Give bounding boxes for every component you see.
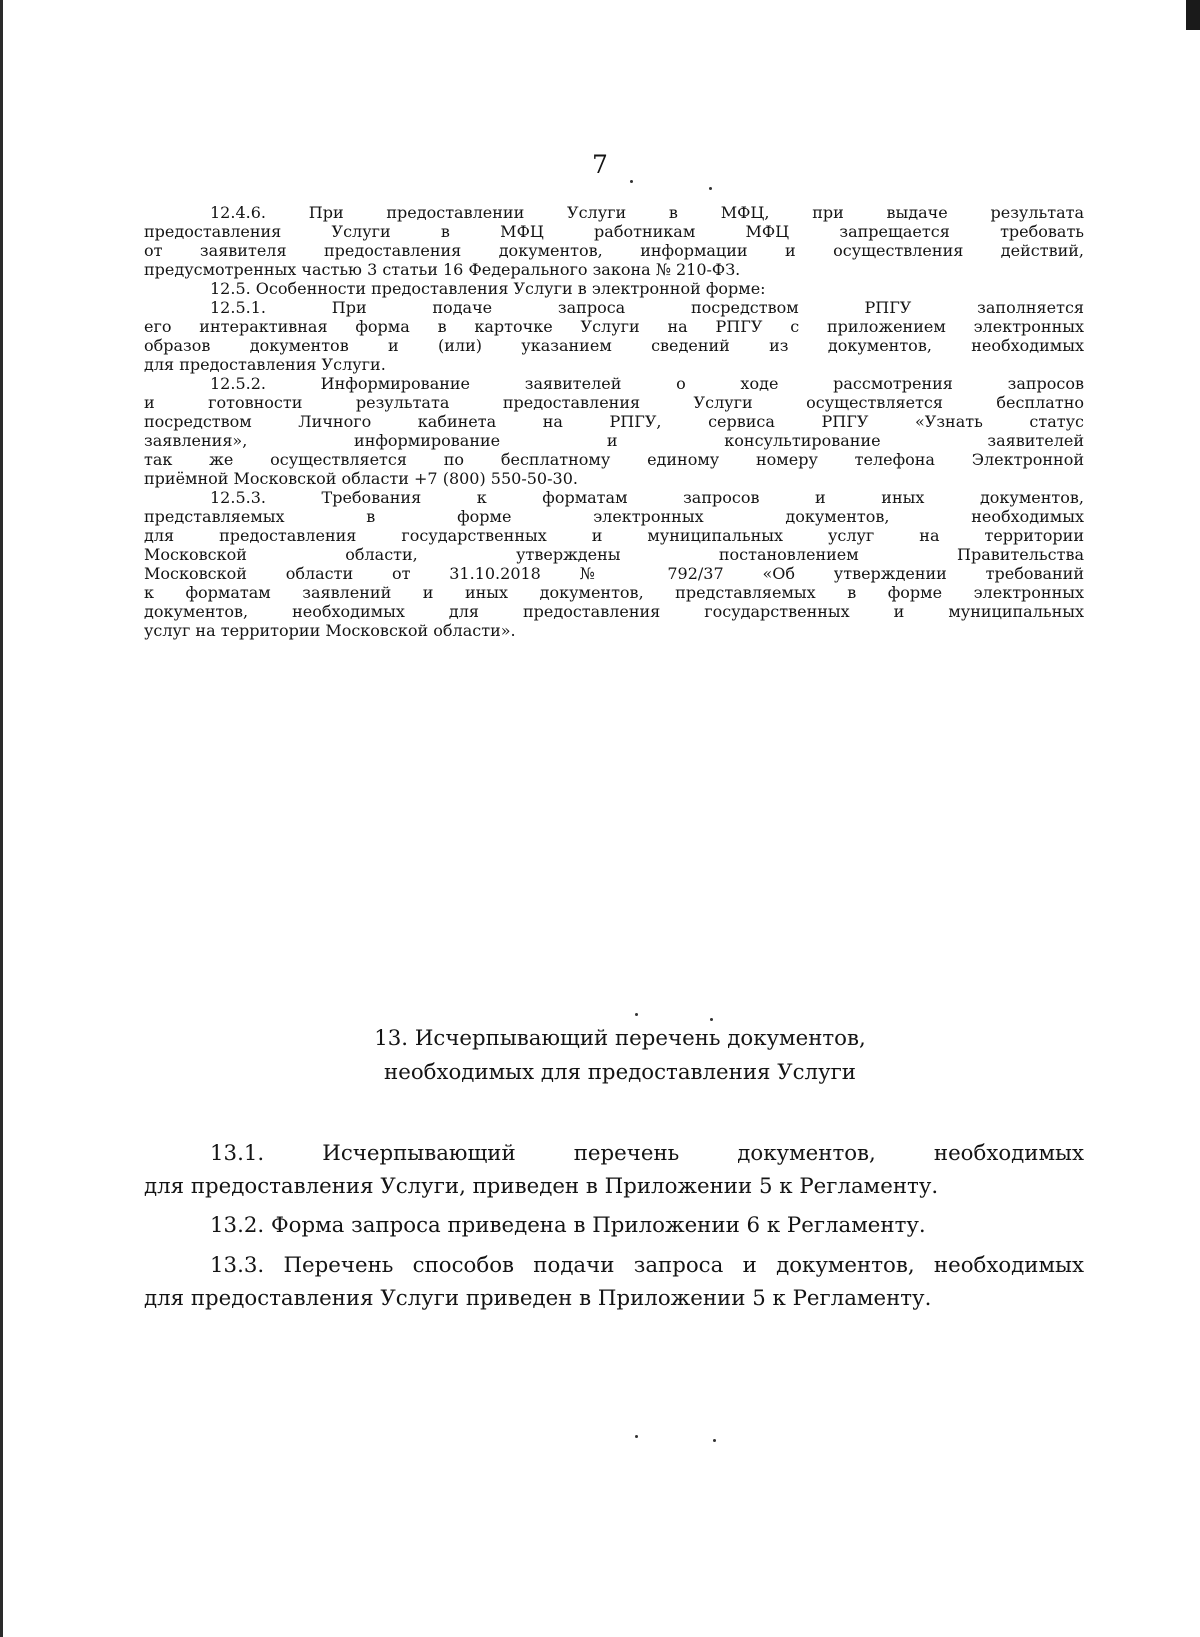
paragraph-13-2: [144, 1209, 1084, 1242]
text-line: для предоставления Услуги.: [144, 355, 386, 374]
paragraph-13-3: [144, 1249, 1084, 1315]
text-line: 12.5.3. Требования к форматам запросов и иных документов,: [210, 488, 1084, 507]
text-line: для предоставления Услуги, приведен в Приложении 5 к Регламенту.: [144, 1174, 939, 1200]
text-line: услуг на территории Московской области».: [144, 621, 516, 640]
page-number: 7: [592, 150, 608, 179]
text-line: 12.5.1. При подаче запроса посредством РПГУ заполняется: [210, 298, 1084, 317]
text-line: Московской области от 31.10.2018 № 792/37 «Об утверждении требований: [144, 564, 1084, 583]
text-line: 12.5.2. Информирование заявителей о ходе рассмотрения запросов: [210, 374, 1084, 393]
text-line: приёмной Московской области +7 (800) 550-50-30.: [144, 469, 578, 488]
text-line: посредством Личного кабинета на РПГУ, сервиса РПГУ «Узнать статус: [144, 412, 1084, 431]
scan-speck: [635, 1435, 638, 1438]
paragraph-12-4-6: [144, 203, 1084, 279]
text-line: его интерактивная форма в карточке Услуги на РПГУ с приложением электронных: [144, 317, 1084, 336]
text-line: 13.2. Форма запроса приведена в Приложении 6 к Регламенту.: [210, 1213, 926, 1239]
paragraph-12-5-1: [144, 298, 1084, 374]
scan-edge-left: [0, 0, 3, 1637]
paragraph-13-1: [144, 1137, 1084, 1203]
text-line: предусмотренных частью 3 статьи 16 Федерального закона № 210-ФЗ.: [144, 260, 741, 279]
text-line: 13.3. Перечень способов подачи запроса и документов, необходимых: [210, 1252, 1084, 1278]
scan-speck: [713, 1439, 716, 1442]
paragraph-12-5-2: [144, 374, 1084, 488]
text-line: так же осуществляется по бесплатному единому номеру телефона Электронной: [144, 450, 1084, 469]
heading-line: 13. Исчерпывающий перечень документов,: [374, 1026, 866, 1051]
scan-speck: [710, 1018, 713, 1021]
section-12-body: [144, 203, 1084, 640]
section-13-body: [144, 1137, 1084, 1315]
text-line: 13.1. Исчерпывающий перечень документов, необходимых: [210, 1141, 1084, 1166]
scan-edge-right: [1186, 0, 1200, 30]
text-line: 12.4.6. При предоставлении Услуги в МФЦ, при выдаче результата: [210, 203, 1084, 222]
text-line: Московской области, утверждены постановлением Правительства: [144, 545, 1084, 564]
text-line: представляемых в форме электронных документов, необходимых: [144, 507, 1084, 526]
scan-speck: [709, 187, 712, 190]
text-line: и готовности результата предоставления Услуги осуществляется бесплатно: [144, 393, 1084, 412]
scan-speck: [630, 180, 633, 183]
text-line: для предоставления государственных и муниципальных услуг на территории: [144, 526, 1084, 545]
text-line: к форматам заявлений и иных документов, представляемых в форме электронных: [144, 583, 1084, 602]
text-line: заявления», информирование и консультирование заявителей: [144, 431, 1084, 450]
text-line: для предоставления Услуги приведен в Приложении 5 к Регламенту.: [144, 1285, 932, 1311]
text-line: предоставления Услуги в МФЦ работникам МФЦ запрещается требовать: [144, 222, 1084, 241]
heading-line: необходимых для предоставления Услуги: [384, 1059, 856, 1085]
scan-speck: [635, 1013, 638, 1016]
text-line: 12.5. Особенности предоставления Услуги в электронной форме:: [210, 279, 766, 298]
text-line: от заявителя предоставления документов, информации и осуществления действий,: [144, 241, 1084, 260]
text-line: образов документов и (или) указанием сведений из документов, необходимых: [144, 336, 1084, 355]
text-line: документов, необходимых для предоставления государственных и муниципальных: [144, 602, 1084, 621]
paragraph-12-5-3: [144, 488, 1084, 640]
section-13-heading: [0, 1022, 1200, 1089]
paragraph-12-5: [144, 279, 1084, 298]
